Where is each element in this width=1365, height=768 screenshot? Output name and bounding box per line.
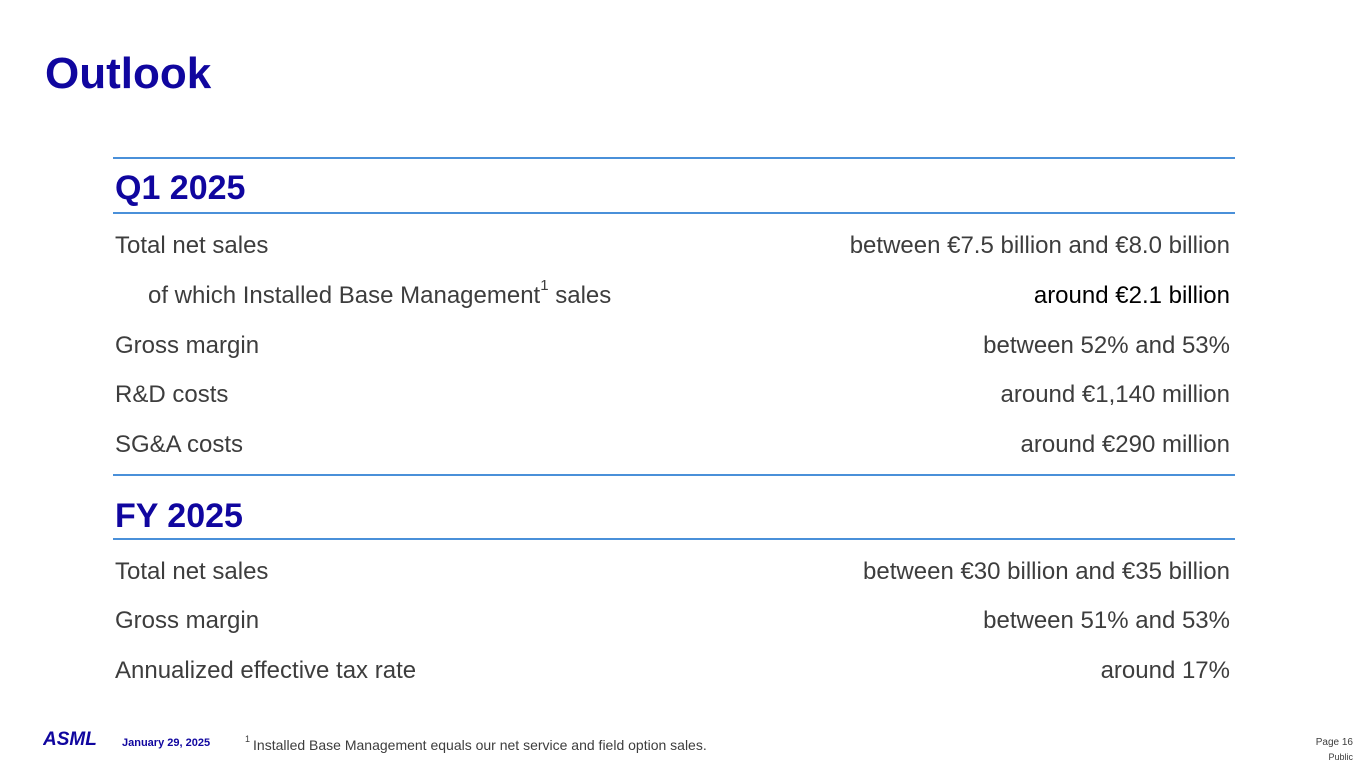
row-value: between €30 billion and €35 billion bbox=[863, 558, 1230, 585]
footer-date: January 29, 2025 bbox=[122, 737, 211, 749]
row-label: Total net sales bbox=[115, 232, 269, 259]
row-value: between 52% and 53% bbox=[983, 332, 1230, 359]
section-top-rule-q1 bbox=[113, 157, 1235, 159]
footnote bbox=[245, 734, 707, 753]
row-value: around €2.1 billion bbox=[1033, 282, 1230, 309]
page-number: Page 16 bbox=[1315, 737, 1353, 748]
classification-label: Public bbox=[1328, 752, 1353, 762]
footnote-marker: 1 bbox=[245, 734, 251, 744]
row-label bbox=[148, 277, 612, 311]
row-label: SG&A costs bbox=[115, 431, 244, 458]
asml-logo bbox=[43, 729, 103, 747]
outlook-row-fy-total-net-sales bbox=[115, 557, 1230, 587]
row-value: around €290 million bbox=[1020, 431, 1230, 458]
outlook-row-q1-gross-margin bbox=[115, 331, 1230, 361]
section-header-rule-fy bbox=[113, 538, 1235, 540]
section-header-rule-q1 bbox=[113, 212, 1235, 214]
row-value: between 51% and 53% bbox=[983, 607, 1230, 634]
section-title-q1: Q1 2025 bbox=[115, 169, 246, 207]
footnote-text: Installed Base Management equals our net service and field option sales. bbox=[253, 737, 707, 753]
logo-text: ASML bbox=[43, 729, 97, 747]
section-title-fy: FY 2025 bbox=[115, 497, 243, 535]
row-label: Total net sales bbox=[115, 558, 269, 585]
row-label: Gross margin bbox=[115, 332, 260, 359]
outlook-row-fy-tax-rate bbox=[115, 656, 1230, 686]
page-title: Outlook bbox=[45, 49, 212, 98]
outlook-row-q1-total-net-sales bbox=[115, 231, 1230, 261]
row-value: between €7.5 billion and €8.0 billion bbox=[849, 232, 1230, 259]
section-top-rule-fy bbox=[113, 474, 1235, 476]
row-label: R&D costs bbox=[115, 381, 229, 408]
row-label: Gross margin bbox=[115, 607, 260, 634]
row-label-text: of which Installed Base Management bbox=[148, 282, 541, 309]
footnote-reference: 1 bbox=[540, 277, 549, 294]
outlook-row-fy-gross-margin bbox=[115, 606, 1230, 636]
outlook-row-q1-rd-costs bbox=[115, 380, 1230, 410]
outlook-row-q1-installed-base bbox=[115, 277, 1230, 311]
row-value: around €1,140 million bbox=[1000, 381, 1230, 408]
row-label-suffix: sales bbox=[548, 282, 612, 309]
row-label: Annualized effective tax rate bbox=[115, 657, 417, 684]
outlook-row-q1-sga-costs bbox=[115, 430, 1230, 460]
row-value: around 17% bbox=[1100, 657, 1230, 684]
